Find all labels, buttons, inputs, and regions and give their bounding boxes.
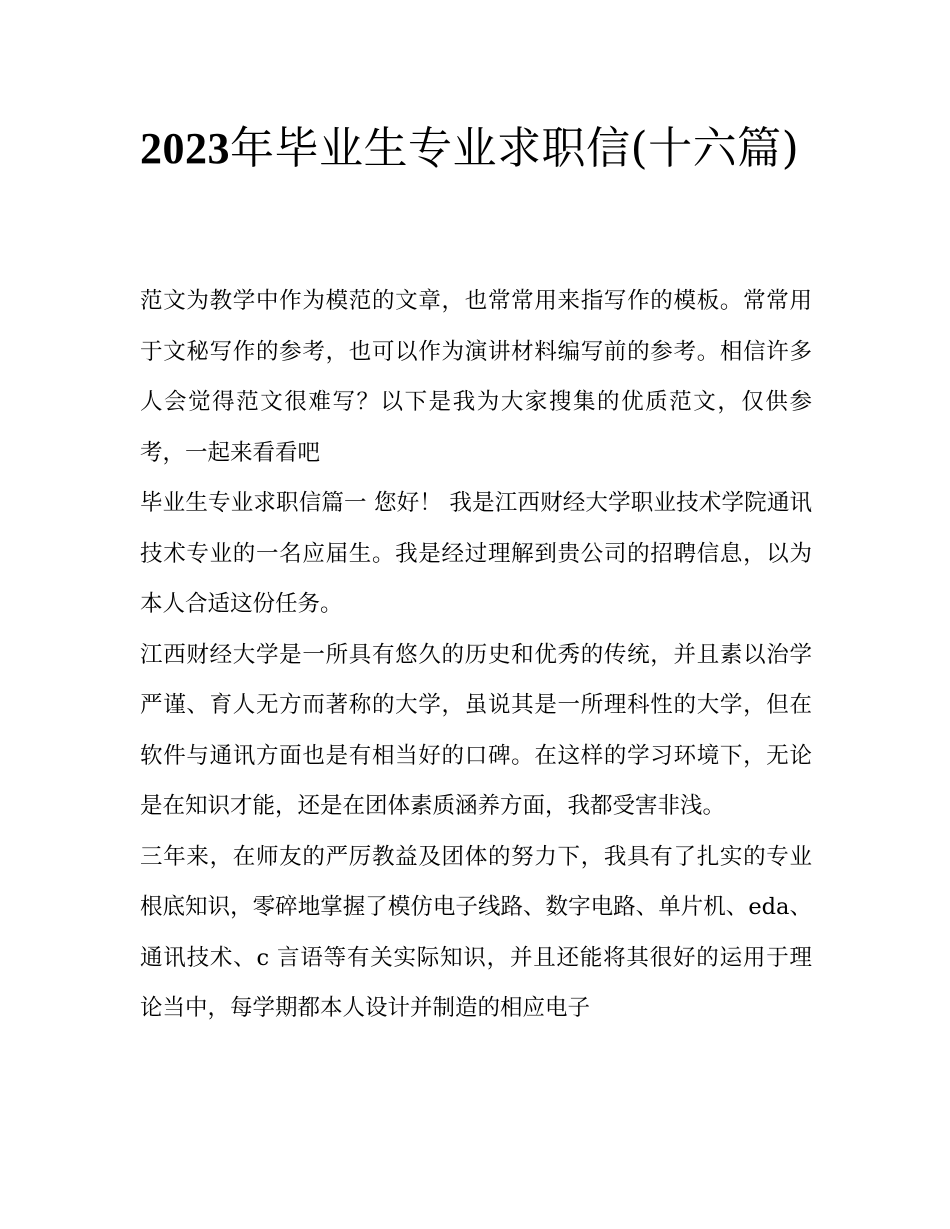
paragraph-intro: 范文为教学中作为模范的文章，也常常用来指写作的模板。常常用于文秘写作的参考，也可以作为演讲材料编写前的参考。相信许多人会觉得范文很难写？以下是我为大家搜集的优质范文，仅供参考，一起来看看吧 xyxy=(140,288,812,466)
document-title xyxy=(140,112,810,186)
paragraph-letter-opening: 毕业生专业求职信篇一 您好！ 我是江西财经大学职业技术学院通讯技术专业的一名应届生。我是经过理解到贵公司的招聘信息，以为本人合适这份任务。 xyxy=(140,490,812,617)
paragraph-university: 江西财经大学是一所具有悠久的历史和优秀的传统，并且素以治学严谨、育人无方而著称的大学，虽说其是一所理科性的大学，但在软件与通讯方面也是有相当好的口碑。在这样的学习环境下，无论是在知识才能，还是在团体素质涵养方面，我都受害非浅。 xyxy=(140,641,812,819)
paragraph-skills: 三年来，在师友的严厉教益及团体的努力下，我具有了扎实的专业根底知识，零碎地掌握了模仿电子线路、数字电路、单片机、eda、通讯技术、c 言语等有关实际知识，并且还能将其很好的运用于理论当中，每学期都本人设计并制造的相应电子 xyxy=(140,843,812,1021)
title-text: 年毕业生专业求职信(十六篇) xyxy=(230,123,800,174)
document-body xyxy=(140,276,812,1034)
title-year: 2023 xyxy=(140,124,230,173)
